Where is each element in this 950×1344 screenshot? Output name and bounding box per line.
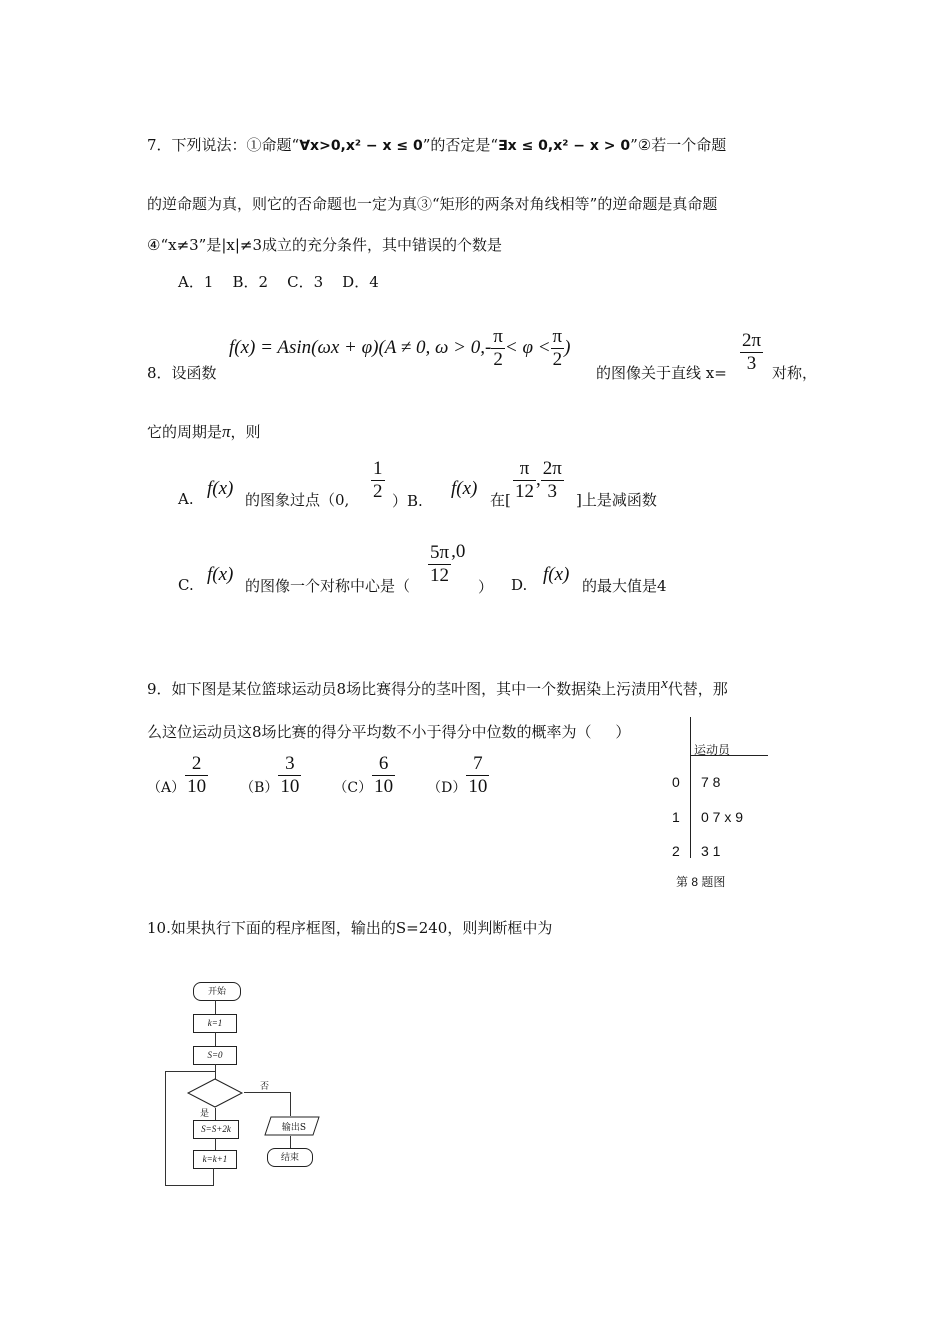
- flow-k-init: k=1: [193, 1014, 237, 1033]
- q8-optD-fx: f(x): [543, 564, 570, 585]
- stem-leaf-header: 运动员: [694, 743, 731, 757]
- q8-frac-pi-over-2-a: $\frac{\pi}{2}$: [493, 326, 503, 370]
- q8-function: f(x) = Asin(ωx + φ)(A ≠ 0, ω > 0,- $\frac{\pi}{2}$ < φ < $\frac{\pi}{2}$ ): [229, 326, 571, 370]
- q8-optA-fx: f(x): [207, 478, 234, 499]
- flow-k-update: k=k+1: [193, 1150, 237, 1169]
- flow-start: 开始: [193, 982, 241, 1001]
- stem-leaf-vertical-line: [690, 717, 691, 858]
- q9-optB-frac: $\frac{3}{10}$: [280, 753, 300, 797]
- q8-optC-end: ）: [478, 578, 494, 596]
- flow-no-label: 否: [260, 1082, 270, 1092]
- flow-s-update: S=S+2k: [193, 1120, 239, 1139]
- flow-s-init: S=0: [193, 1046, 237, 1065]
- q8-optC-point: $\frac{5\pi}{12}$ ,0: [430, 541, 466, 586]
- q8-frac-pi-over-2-b: $\frac{\pi}{2}$: [552, 326, 563, 370]
- stem-0: 0: [672, 774, 680, 790]
- q8-optA-end: ）B.: [392, 492, 423, 510]
- q9-line2: 么这位运动员这8场比赛的得分平均数不小于得分中位数的概率为（ ）: [147, 723, 631, 741]
- q9-optC-frac: $\frac{6}{10}$: [374, 753, 394, 797]
- q8-optB-fx: f(x): [451, 478, 478, 499]
- flow-output: 输出S: [281, 1123, 307, 1133]
- stem-leaf-caption: 第 8 题图: [676, 875, 726, 889]
- q7-line2: 的逆命题为真，则它的否命题也一定为真③“矩形的两条对角线相等”的逆命题是真命题: [147, 195, 718, 213]
- q9-optD-frac: $\frac{7}{10}$: [468, 753, 488, 797]
- q8-after-func: 的图像关于直线 x=: [596, 364, 727, 382]
- q10-text: 10.如果执行下面的程序框图，输出的S=240，则判断框中为: [147, 919, 553, 937]
- q8-optC-text: 的图像一个对称中心是（: [245, 577, 411, 595]
- q8-sym-line: $\frac{2\pi}{3}$: [742, 330, 762, 374]
- q8-optC-fx: f(x): [207, 564, 234, 585]
- q9-options: （A） $\frac{2}{10}$ （B） $\frac{3}{10}$ （C） $\frac{6}{10}$ （D） $\frac{7}{10}$: [147, 753, 488, 797]
- q8-optA-label: A.: [178, 490, 194, 508]
- flow-decision-diamond: [186, 1078, 244, 1108]
- q7-line3: ④“x≠3”是|x|≠3成立的充分条件，其中错误的个数是: [147, 236, 503, 254]
- q7-prop1: ∀x>0,x² − x ≤ 0: [299, 138, 423, 154]
- leaves-1: 0 7 x 9: [701, 809, 744, 825]
- q7-line1: 7．下列说法：①命题“∀x>0,x² − x ≤ 0”的否定是“∃x ≤ 0,x² − x > 0”②若一个命题: [147, 136, 727, 154]
- q8-optB-interval: $\frac{\pi}{12}$ , $\frac{2\pi}{3}$: [515, 458, 562, 502]
- leaves-0: 7 8: [701, 774, 721, 790]
- stem-2: 2: [672, 843, 680, 859]
- q8-optB-end: ]上是减函数: [576, 491, 657, 509]
- q8-line2: 它的周期是π，则: [147, 422, 261, 441]
- q9-optA-frac: $\frac{2}{10}$: [187, 753, 207, 797]
- q8-optA-text: 的图象过点（0,: [245, 491, 350, 509]
- q8-optD-label: D.: [511, 576, 528, 594]
- leaves-2: 3 1: [701, 843, 721, 859]
- q7-options: A．1 B．2 C．3 D．4: [178, 273, 379, 291]
- q8-optD-text: 的最大值是4: [582, 577, 667, 595]
- q7-prop2: ∃x ≤ 0,x² − x > 0: [498, 138, 631, 154]
- flow-yes-label: 是: [200, 1109, 210, 1119]
- q8-sym-after: 对称，: [772, 364, 818, 382]
- flow-end: 结束: [267, 1148, 313, 1167]
- q9-line1: 9．如下图是某位篮球运动员8场比赛得分的茎叶图，其中一个数据染上污渍用x代替，那: [147, 676, 728, 698]
- q8-optB-in: 在[: [490, 491, 511, 509]
- q8-label: 8．设函数: [147, 364, 217, 382]
- q8-optA-half: $\frac{1}{2}$: [373, 458, 383, 502]
- q8-optC-label: C.: [178, 576, 194, 594]
- stem-1: 1: [672, 809, 680, 825]
